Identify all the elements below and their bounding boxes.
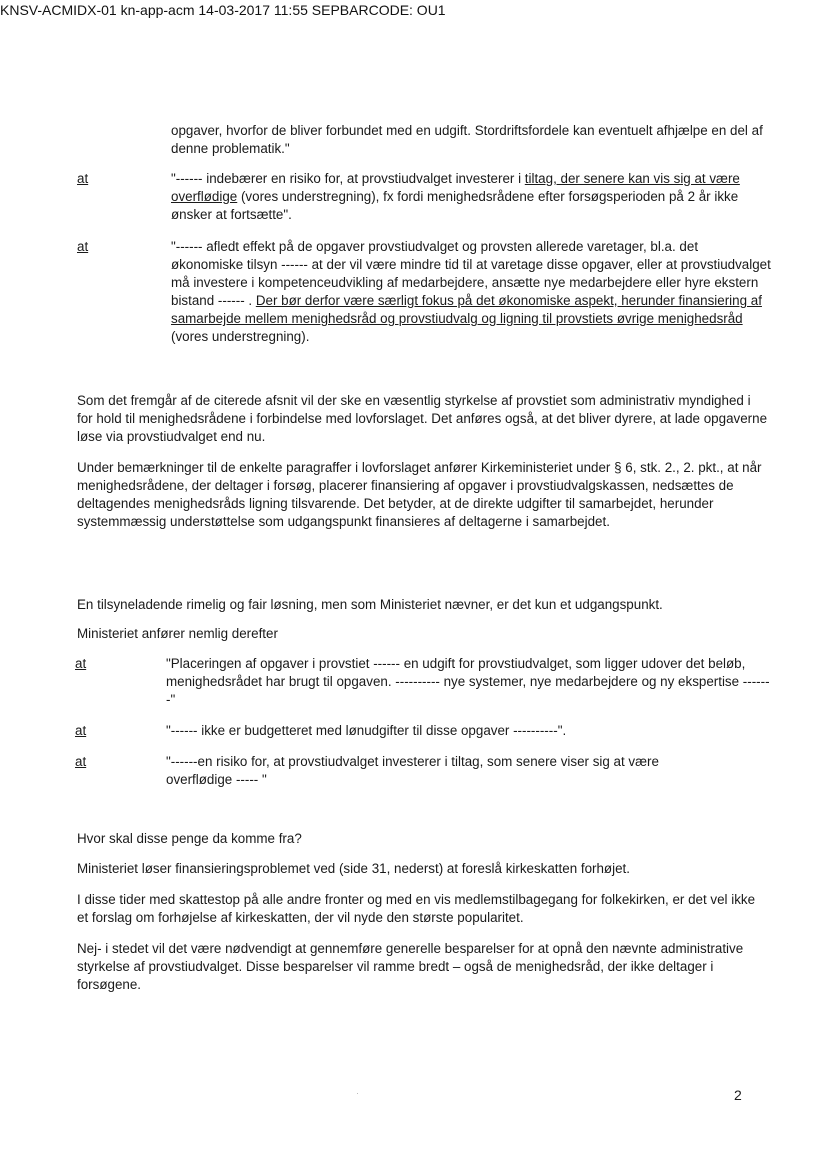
quote-2-marker: at — [77, 239, 89, 254]
paragraph-3-text: En tilsyneladende rimelig og fair løsning, men som Ministeriet nævner, er det kun et udgangspunkt. — [77, 597, 663, 612]
quote-1-tail: (vores understregning), fx fordi menighedsrådene efter forsøgsperioden på 2 år ikke ønsker at fortsætte". — [171, 189, 739, 222]
paragraph-6-text: Ministeriet løser finansieringsproblemet ved (side 31, nederst) at foreslå kirkeskatten forhøjet. — [77, 861, 630, 876]
quote-4-marker: at — [75, 723, 87, 738]
quote-5-marker: at — [75, 754, 87, 769]
quote-2-underlined: Der bør derfor være særligt fokus på det økonomiske aspekt, herunder finansiering af samarbejde mellem menighedsråd og provstiudvalg og ligning til provstiets øvrige menighedsråd — [171, 293, 762, 326]
paragraph-8 — [77, 940, 767, 994]
quote-1 — [77, 170, 771, 224]
quote-2-tail: (vores understregning). — [171, 329, 310, 344]
quote-continuation — [171, 122, 771, 158]
paragraph-7 — [77, 891, 767, 927]
scan-speck — [357, 1093, 358, 1094]
paragraph-3 — [77, 596, 767, 614]
quote-1-underlined: tiltag, der senere kan vis sig at være overflødige — [171, 171, 740, 204]
paragraph-8-text: Nej- i stedet vil det være nødvendigt at gennemføre generelle besparelser for at opnå den nævnte administrative styrkelse af provstiudvalget. Disse besparelser vil ramme bredt – også de menighedsråd, der ikke deltager i forsøgene. — [77, 941, 744, 992]
quote-3 — [75, 655, 771, 709]
quote-5 — [75, 753, 771, 789]
quote-3-marker: at — [75, 656, 87, 671]
quote-3-text: "Placeringen af opgaver i provstiet ------ en udgift for provstiudvalget, som ligger udover det beløb, menighedsrådet har brugt til opgaven. ---------- nye systemer, nye medarbejdere og ny ekspertise -------" — [166, 656, 770, 707]
paragraph-1-text: Som det fremgår af de citerede afsnit vil der ske en væsentlig styrkelse af provstiet som administrativ myndighed i for hold til menighedsrådene i forbindelse med lovforslaget. Det anføres også, at det bliver dyrere, at lade opgaverne løse via provstiudvalget end nu. — [77, 393, 768, 444]
quote-2 — [77, 238, 771, 346]
quote-4-text: "------ ikke er budgetteret med lønudgifter til disse opgaver ----------". — [166, 723, 567, 738]
paragraph-1 — [77, 392, 767, 446]
quote-continuation-text: opgaver, hvorfor de bliver forbundet med en udgift. Stordriftsfordele kan eventuelt afhjælpe en del af denne problematik." — [171, 123, 763, 156]
paragraph-2-text: Under bemærkninger til de enkelte paragraffer i lovforslaget anfører Kirkeministeriet under § 6, stk. 2., 2. pkt., at når menighedsrådene, der deltager i forsøg, placerer finansiering af opgaver i provstiudvalgskassen, nedsættes de deltagendes menighedsråds ligning tilsvarende. Det betyder, at de direkte udgifter til samarbejdet, herunder systemmæssig understøttelse som udgangspunkt finansieres af deltagerne i samarbejdet. — [77, 460, 762, 529]
paragraph-4-text: Ministeriet anfører nemlig derefter — [77, 626, 278, 641]
paragraph-5 — [77, 830, 767, 848]
quote-4 — [75, 722, 771, 740]
quote-1-text: "------ indebærer en risiko for, at provstiudvalget investerer i — [171, 171, 525, 186]
paragraph-5-text: Hvor skal disse penge da komme fra? — [77, 831, 302, 846]
quote-2-text: "------ afledt effekt på de opgaver provstiudvalget og provsten allerede varetager, bl.a. det økonomiske tilsyn ------ at der vil være mindre tid til at varetage disse opgaver, eller at provstiudvalget må investere i kompetenceudvikling af medarbejdere, ansætte nye medarbejdere eller hyre ekstern bistand ------ . — [171, 239, 771, 308]
page-number: 2 — [734, 1087, 742, 1103]
fax-header: KNSV-ACMIDX-01 kn-app-acm 14-03-2017 11:55 SEPBARCODE: OU1 — [0, 2, 446, 18]
paragraph-4 — [77, 625, 767, 643]
paragraph-6 — [77, 860, 767, 878]
paragraph-7-text: I disse tider med skattestop på alle andre fronter og med en vis medlemstilbagegang for folkekirken, er det vel ikke et forslag om forhøjelse af kirkeskatten, der vil nyde den største popularitet. — [77, 892, 756, 925]
quote-5-text: "------en risiko for, at provstiudvalget investerer i tiltag, som senere viser sig at være overflødige ----- " — [166, 754, 659, 787]
paragraph-2 — [77, 459, 767, 531]
quote-1-marker: at — [77, 171, 89, 186]
